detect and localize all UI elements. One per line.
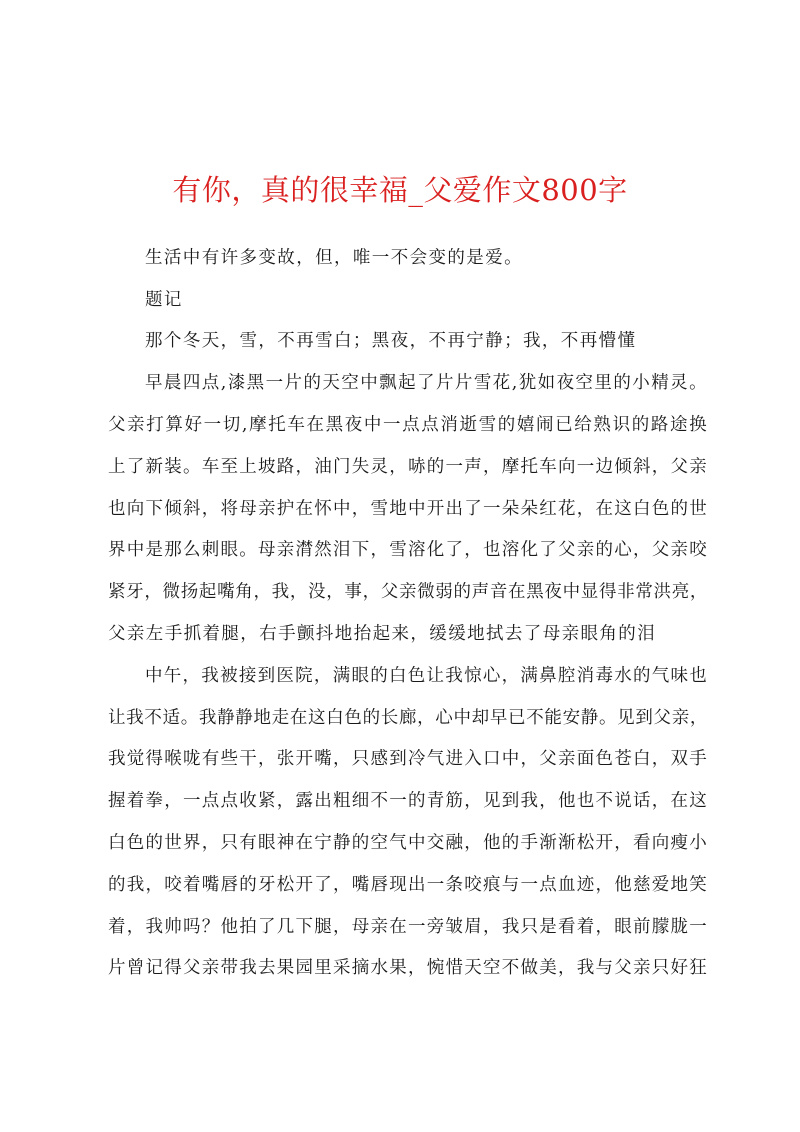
paragraph-line: 题记 [145,290,183,310]
paragraph-line: 的我，咬着嘴唇的牙松开了，嘴唇现出一条咬痕与一点血迹，他慈爱地笑 [108,875,708,895]
paragraph-line: 白色的世界，只有眼神在宁静的空气中交融，他的手渐渐松开，看向瘦小 [108,833,708,853]
paragraph-line: 父亲左手抓着腿，右手颤抖地抬起来，缓缓地拭去了母亲眼角的泪 [108,624,657,644]
paragraph-line: 让我不适。我静静地走在这白色的长廊，心中却早已不能安静。见到父亲， [108,708,708,728]
paragraph-line: 那个冬天，雪，不再雪白；黑夜，不再宁静；我，不再懵懂 [145,331,637,351]
paragraph-line: 上了新装。车至上坡路，油门失灵，哧的一声，摩托车向一边倾斜，父亲 [108,457,708,477]
document-title: 有你，真的很幸福_父爱作文800字 [172,173,628,207]
paragraph-line: 紧牙，微扬起嘴角，我，没，事，父亲微弱的声音在黑夜中显得非常洪亮， [108,582,708,602]
paragraph-line: 界中是那么刺眼。母亲潸然泪下，雪溶化了，也溶化了父亲的心，父亲咬 [108,540,708,560]
paragraph-line: 握着拳，一点点收紧，露出粗细不一的青筋，见到我，他也不说话，在这 [108,791,708,811]
paragraph-line: 片曾记得父亲带我去果园里采摘水果，惋惜天空不做美，我与父亲只好狂 [108,958,708,978]
paragraph-line: 生活中有许多变故，但，唯一不会变的是爱。 [145,248,523,268]
paragraph-line: 早晨四点,漆黑一片的天空中飘起了片片雪花,犹如夜空里的小精灵。 [145,373,708,393]
paragraph-line: 也向下倾斜，将母亲护在怀中，雪地中开出了一朵朵红花，在这白色的世 [108,499,708,519]
paragraph-line: 我觉得喉咙有些干，张开嘴，只感到冷气进入口中，父亲面色苍白，双手 [108,749,708,769]
paragraph-line: 中午，我被接到医院，满眼的白色让我惊心，满鼻腔消毒水的气味也 [145,666,708,686]
paragraph-line: 着，我帅吗？他拍了几下腿，母亲在一旁皱眉，我只是看着，眼前朦胧一 [108,917,708,937]
paragraph-line: 父亲打算好一切,摩托车在黑夜中一点点消逝雪的嬉闹已给熟识的路途换 [108,415,708,435]
